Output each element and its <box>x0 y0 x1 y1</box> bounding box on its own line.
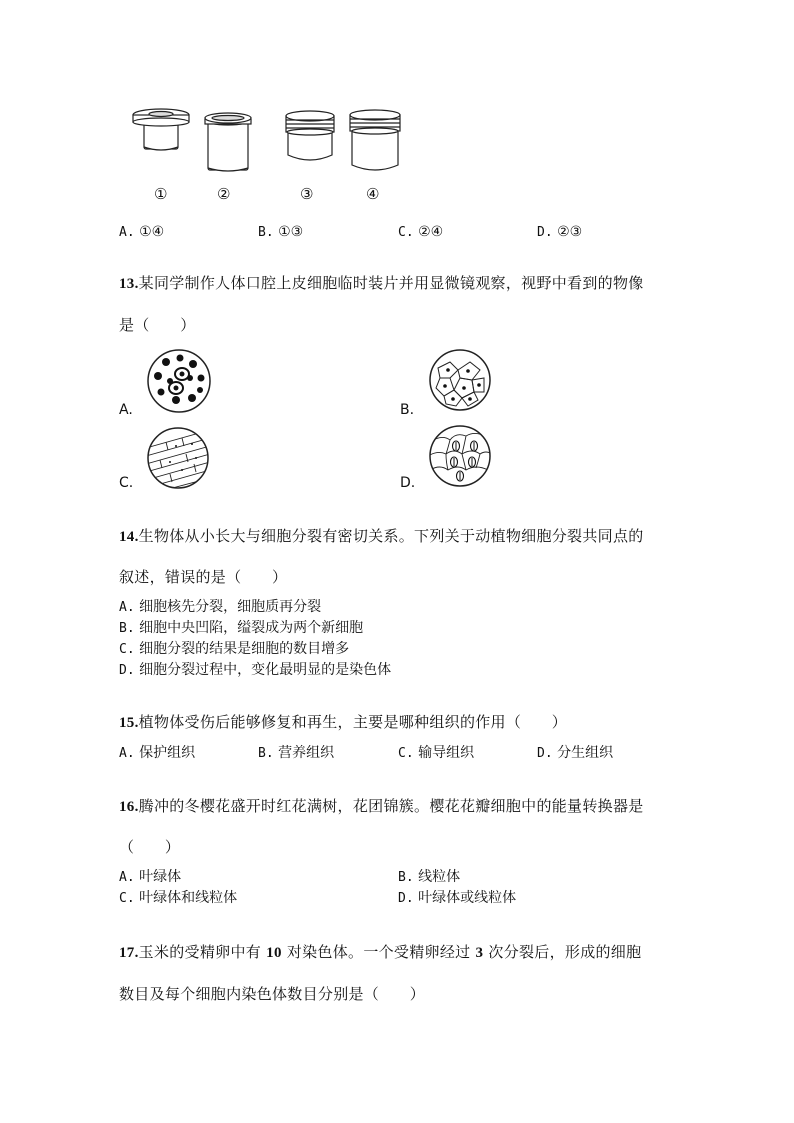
option-letter: D. <box>119 663 135 678</box>
q14-option-c[interactable] <box>119 639 349 660</box>
q16-option-d[interactable] <box>398 888 516 909</box>
question-text: 次分裂后，形成的细胞 <box>488 943 642 961</box>
option-text: 输导组织 <box>418 745 475 761</box>
option-text: 保护组织 <box>139 745 196 761</box>
question-number: 15. <box>119 715 139 731</box>
q13-stem-line2: 是（ ） <box>119 316 196 334</box>
option-letter: C. <box>119 891 135 906</box>
micrograph-d-icon <box>428 424 492 488</box>
q15-stem-line1 <box>119 711 567 732</box>
question-number: 16. <box>119 799 139 815</box>
option-letter: C. <box>119 642 135 657</box>
question-text: 某同学制作人体口腔上皮细胞临时装片并用显微镜观察，视野中看到的物像 <box>138 274 644 292</box>
option-letter: A. <box>119 225 135 240</box>
option-text: 线粒体 <box>418 869 461 885</box>
lens-3-short-objective <box>286 111 334 160</box>
q14-option-d[interactable] <box>119 660 391 681</box>
lens-label-2: ② <box>217 185 231 203</box>
q16-stem-line1 <box>119 795 644 816</box>
micrograph-b-icon <box>428 348 492 412</box>
lens-label-4: ④ <box>366 185 380 203</box>
q14-stem-line2: 叙述，错误的是（ ） <box>119 568 288 586</box>
q13-option-b-letter[interactable]: B. <box>400 402 415 418</box>
option-text: ①③ <box>278 224 304 240</box>
option-text: 营养组织 <box>278 745 335 761</box>
q13-image-b-epithelial-cells[interactable] <box>428 348 492 416</box>
q15-option-c[interactable] <box>398 743 474 764</box>
q15-option-a[interactable] <box>119 743 195 764</box>
option-letter: B. <box>119 621 135 636</box>
option-text: 细胞中央凹陷，缢裂成为两个新细胞 <box>139 620 364 636</box>
number-ten: 10 <box>266 945 282 961</box>
option-letter: D. <box>537 225 553 240</box>
q15-option-b[interactable] <box>258 743 334 764</box>
option-text: ②③ <box>557 224 583 240</box>
q14-option-b[interactable] <box>119 618 363 639</box>
q13-image-a-blood-cells[interactable] <box>146 348 212 418</box>
question-text: 生物体从小长大与细胞分裂有密切关系。下列关于动植物细胞分裂共同点的 <box>138 527 644 545</box>
option-text: ②④ <box>418 224 444 240</box>
q16-option-a[interactable] <box>119 867 181 888</box>
q12-option-c[interactable] <box>398 222 443 243</box>
option-text: 叶绿体 <box>139 869 182 885</box>
micrograph-a-icon <box>146 348 212 414</box>
option-letter: B. <box>398 870 414 885</box>
q12-option-d[interactable] <box>537 222 582 243</box>
option-letter: B. <box>258 746 274 761</box>
option-text: ①④ <box>139 224 165 240</box>
number-three: 3 <box>475 945 484 961</box>
q13-option-c-letter[interactable]: C. <box>119 475 134 491</box>
question-text: 玉米的受精卵中有 <box>138 943 262 961</box>
q13-option-d-letter[interactable]: D. <box>400 475 416 491</box>
q14-stem-line1 <box>119 525 644 546</box>
question-text: 植物体受伤后能够修复和再生，主要是哪种组织的作用（ ） <box>138 713 568 731</box>
q16-option-c[interactable] <box>119 888 237 909</box>
q16-stem-line2: （ ） <box>119 838 181 856</box>
option-letter: B. <box>258 225 274 240</box>
question-number: 17. <box>119 945 139 961</box>
q15-option-d[interactable] <box>537 743 613 764</box>
lens-2-long-eyepiece <box>205 113 251 171</box>
question-text: 腾冲的冬樱花盛开时红花满树，花团锦簇。樱花花瓣细胞中的能量转换器是 <box>138 797 644 815</box>
q13-stem-line1 <box>119 272 644 293</box>
option-letter: C. <box>398 746 414 761</box>
option-text: 细胞分裂过程中，变化最明显的是染色体 <box>139 662 392 678</box>
q13-option-a-letter[interactable]: A. <box>119 402 133 418</box>
option-letter: A. <box>119 600 135 615</box>
lens-4-long-objective <box>350 110 400 170</box>
q16-option-b[interactable] <box>398 867 460 888</box>
option-letter: A. <box>119 746 135 761</box>
q17-stem-line2: 数目及每个细胞内染色体数目分别是（ ） <box>119 985 426 1003</box>
q13-image-c-striated-tissue[interactable] <box>146 426 210 494</box>
q13-image-d-stomata[interactable] <box>428 424 492 492</box>
q17-stem-line1 <box>119 941 641 962</box>
micrograph-c-icon <box>146 426 210 490</box>
option-letter: D. <box>398 891 414 906</box>
option-text: 叶绿体和线粒体 <box>139 890 238 906</box>
option-text: 细胞核先分裂，细胞质再分裂 <box>139 599 322 615</box>
question-number: 13. <box>119 276 139 292</box>
option-text: 细胞分裂的结果是细胞的数目增多 <box>139 641 350 657</box>
q14-option-a[interactable] <box>119 597 321 618</box>
question-number: 14. <box>119 529 139 545</box>
option-text: 分生组织 <box>557 745 614 761</box>
lens-1-short-eyepiece <box>133 109 189 150</box>
q12-option-b[interactable] <box>258 222 303 243</box>
q12-option-a[interactable] <box>119 222 164 243</box>
option-text: 叶绿体或线粒体 <box>418 890 517 906</box>
option-letter: D. <box>537 746 553 761</box>
lens-label-3: ③ <box>300 185 314 203</box>
question-text: 对染色体。一个受精卵经过 <box>286 943 471 961</box>
option-letter: C. <box>398 225 414 240</box>
lens-label-1: ① <box>154 185 168 203</box>
option-letter: A. <box>119 870 135 885</box>
